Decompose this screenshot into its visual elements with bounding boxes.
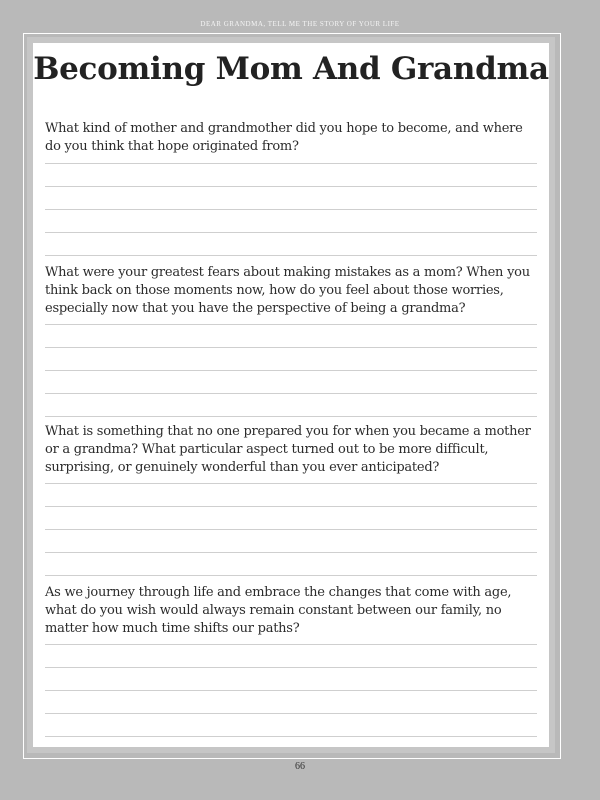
- question-text: As we journey through life and embrace the changes that come with age, what do you wish would always remain constant between our family, no matter how much time shifts our paths?: [45, 585, 512, 636]
- answer-line[interactable]: [45, 552, 537, 553]
- journal-page: [33, 43, 549, 747]
- question-section-4: [45, 584, 537, 740]
- answer-line[interactable]: [45, 667, 537, 668]
- answer-line[interactable]: [45, 713, 537, 714]
- question-text: What is something that no one prepared you for when you became a mother or a grandma? What particular aspect turned out to be more difficult, surprising, or genuinely wonderful than you ever anticipated?: [45, 424, 531, 475]
- answer-line[interactable]: [45, 255, 537, 256]
- answer-line[interactable]: [45, 186, 537, 187]
- question-text: What were your greatest fears about making mistakes as a mom? When you think back on those moments now, how do you feel about those worries, especially now that you have the perspective of being a grandma?: [45, 265, 530, 316]
- answer-line[interactable]: [45, 370, 537, 371]
- answer-line[interactable]: [45, 416, 537, 417]
- answer-line[interactable]: [45, 575, 537, 576]
- answer-line[interactable]: [45, 736, 537, 737]
- answer-line[interactable]: [45, 483, 537, 484]
- question-section-2: [45, 264, 537, 419]
- answer-line[interactable]: [45, 324, 537, 325]
- answer-line[interactable]: [45, 644, 537, 645]
- answer-line[interactable]: [45, 690, 537, 691]
- question-section-3: [45, 423, 537, 578]
- page-title: Becoming Mom And Grandma: [33, 51, 549, 87]
- question-text: What kind of mother and grandmother did you hope to become, and where do you think that hope originated from?: [45, 121, 523, 154]
- answer-line[interactable]: [45, 163, 537, 164]
- page-number: 66: [295, 761, 305, 772]
- question-section-1: [45, 120, 537, 260]
- answer-line[interactable]: [45, 209, 537, 210]
- answer-line[interactable]: [45, 347, 537, 348]
- running-header: DEAR GRANDMA, TELL ME THE STORY OF YOUR LIFE: [200, 20, 400, 28]
- answer-line[interactable]: [45, 232, 537, 233]
- answer-line[interactable]: [45, 393, 537, 394]
- answer-line[interactable]: [45, 529, 537, 530]
- answer-line[interactable]: [45, 506, 537, 507]
